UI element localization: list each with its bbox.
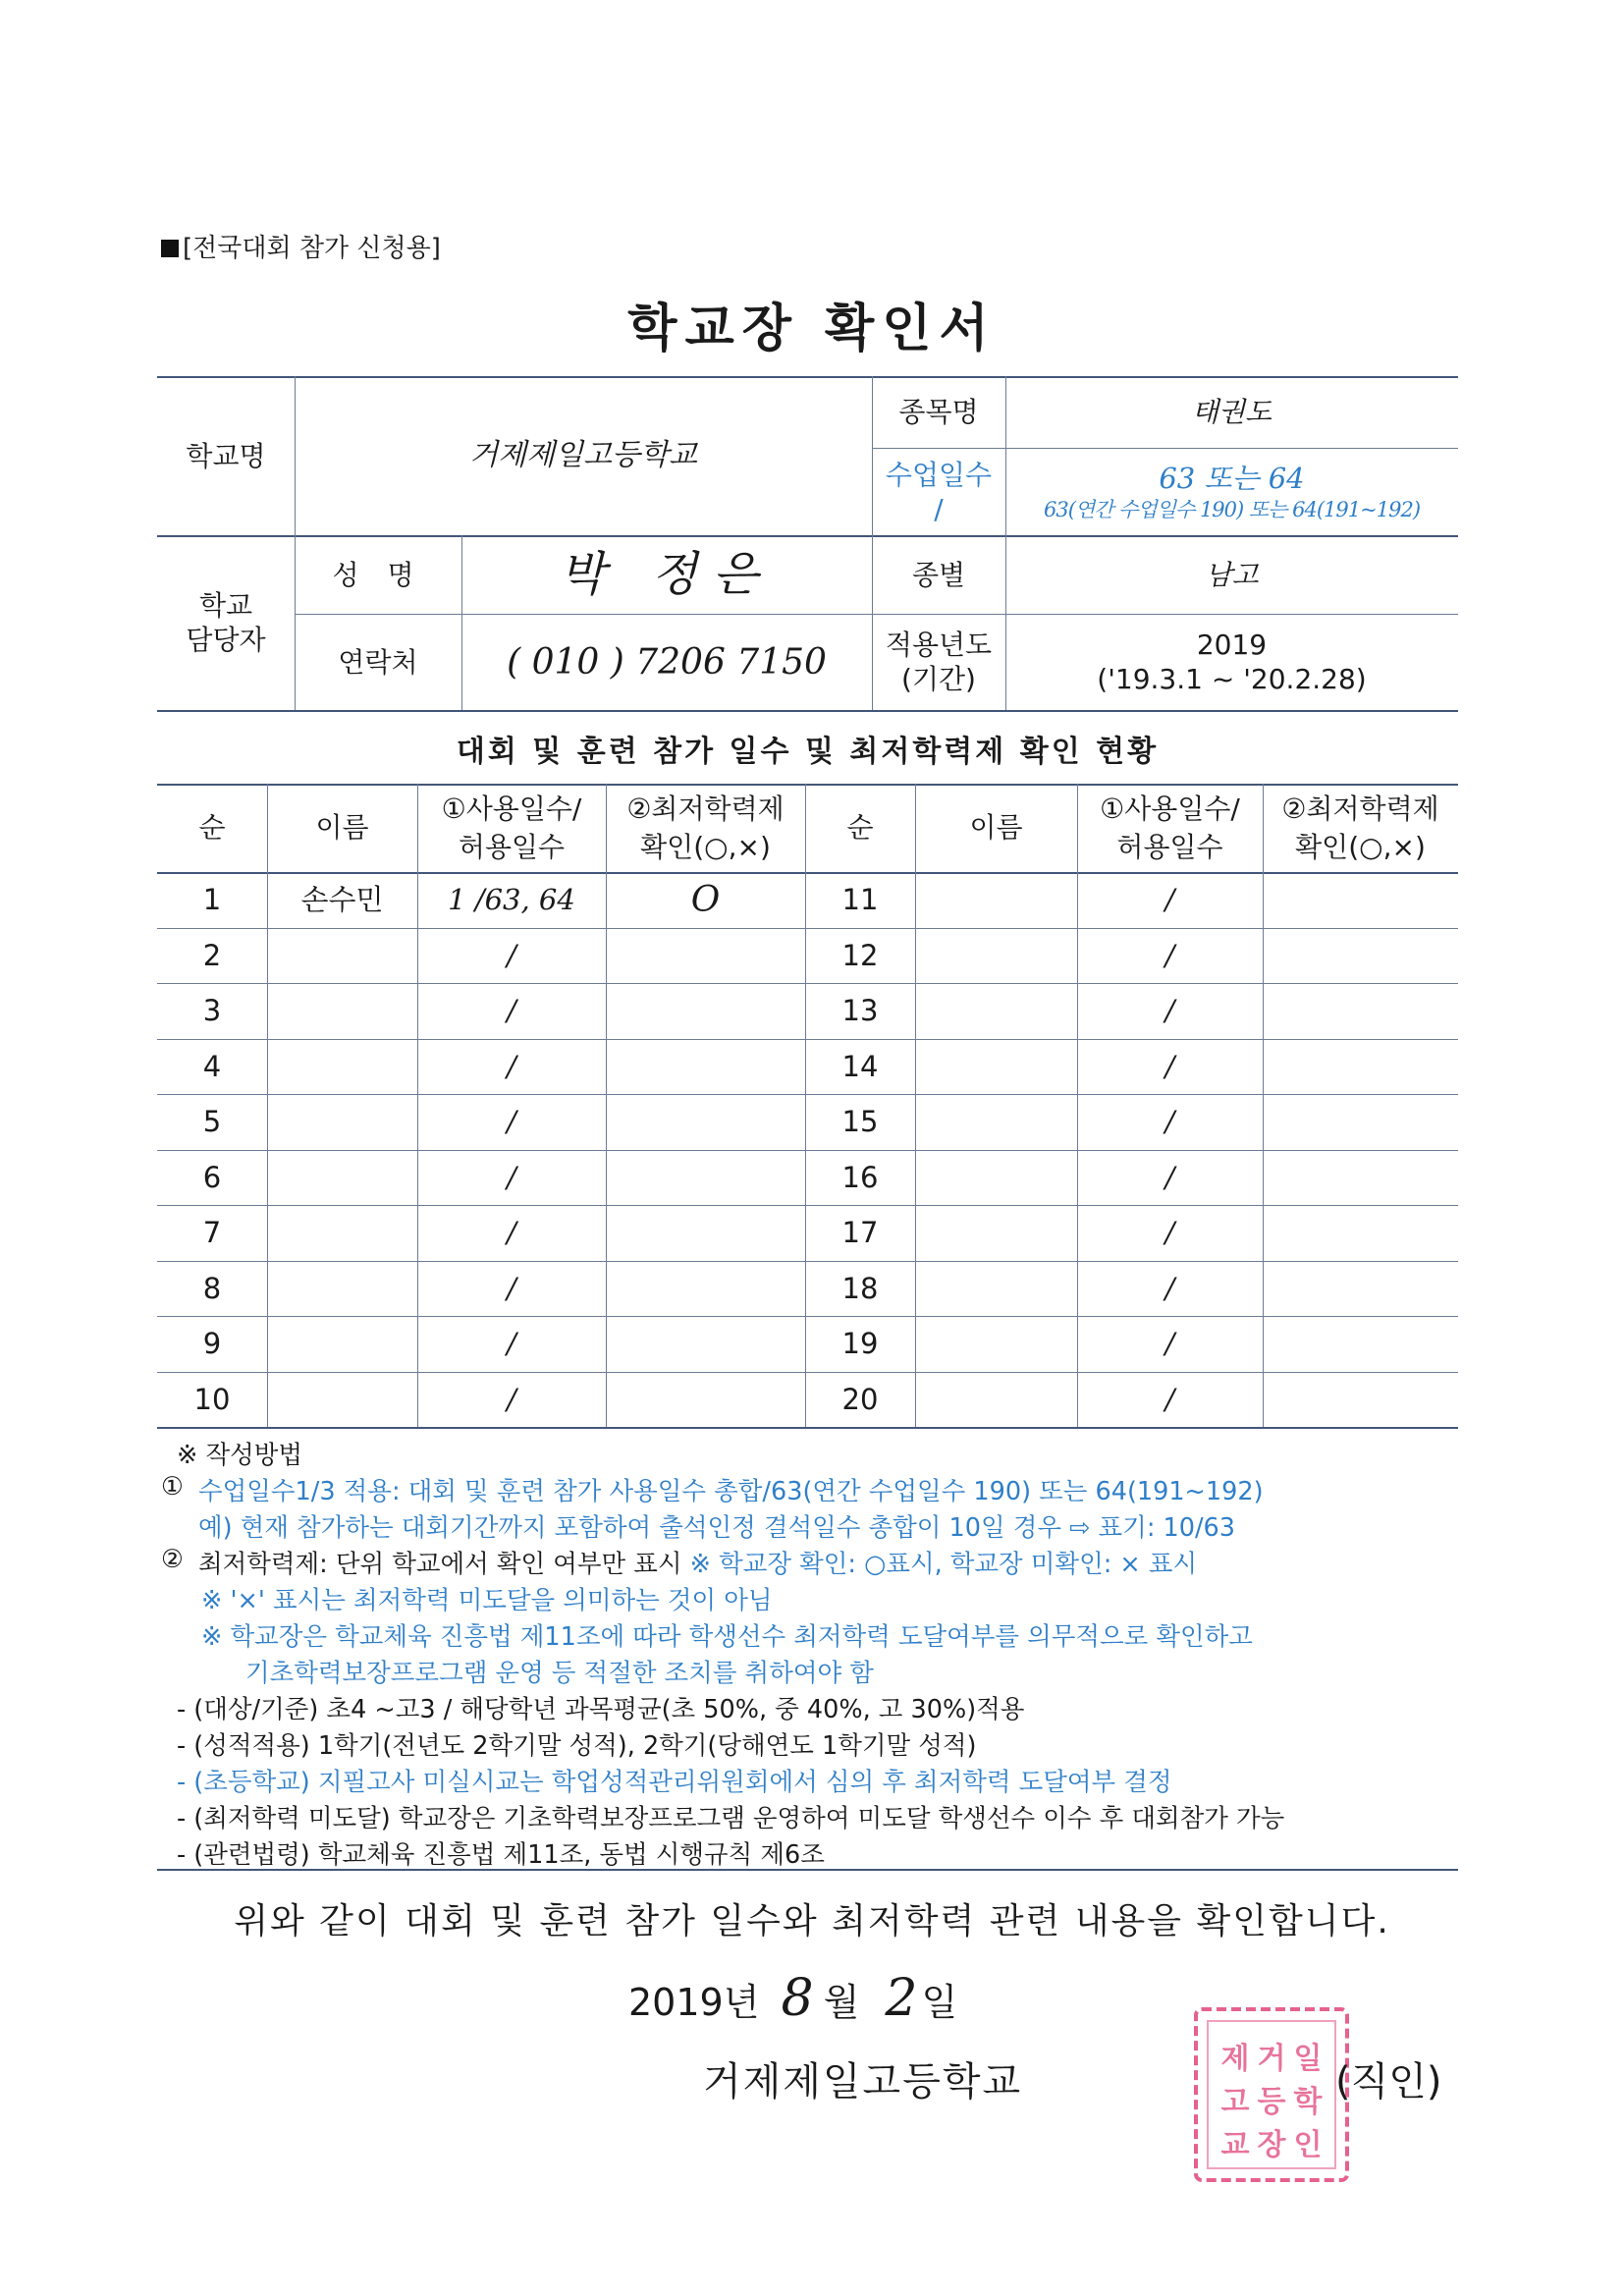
row-days-used: / — [1164, 1049, 1175, 1083]
sport-value: 태권도 — [1191, 396, 1272, 428]
header-no-line1: 순 — [198, 811, 226, 845]
row-min-academic-check — [606, 1372, 805, 1428]
year-value — [1005, 614, 1458, 710]
header-check-line2: 확인(○,×) — [640, 831, 771, 863]
row-number: 13 — [841, 994, 879, 1028]
row-number: 5 — [202, 1105, 222, 1139]
row-name — [915, 1094, 1077, 1150]
header-days-line2: 허용일수 — [1116, 831, 1223, 863]
row-min-academic-check — [606, 983, 805, 1039]
rule — [157, 1427, 1458, 1429]
header-no-line1: 순 — [846, 811, 874, 845]
notes-heading: ※ 작성방법 — [177, 1441, 303, 1470]
note1-number: ① — [161, 1472, 184, 1502]
header-days — [417, 784, 606, 872]
school-name-label: 학교명 — [186, 439, 266, 472]
row-name — [267, 1316, 417, 1372]
note2-line3: ※ 학교장은 학교체육 진흥법 제11조에 따라 학생선수 최저학력 도달여부를 의무적으로 확인하고 — [201, 1622, 1253, 1652]
row-days-used: 1 /63, 64 — [448, 883, 575, 917]
row-number: 19 — [841, 1327, 879, 1361]
row-min-academic-check — [1263, 1316, 1458, 1372]
header-check — [606, 784, 805, 872]
row-number: 12 — [841, 938, 879, 972]
date-line — [628, 1969, 957, 2028]
note2-line1 — [198, 1545, 1197, 1580]
row-days-used: / — [1164, 994, 1175, 1028]
header-days-line2: 허용일수 — [458, 831, 566, 863]
row-name — [267, 1205, 417, 1261]
date-month: 8 — [781, 1969, 814, 2028]
date-month-unit: 월 — [823, 1981, 860, 2024]
note1-line2: 예) 현재 참가하는 대회기간까지 포함하여 출석인정 결석일수 총합이 10일 경우 ⇨ 표기: 10/63 — [198, 1513, 1235, 1543]
sport-label: 종목명 — [898, 396, 979, 428]
bullet-not-reached: - (최저학력 미도달) 학교장은 기초학력보장프로그램 운영하여 미도달 학생선수 이수 후 대회참가 가능 — [177, 1804, 1285, 1833]
square-bullet-icon — [161, 240, 179, 257]
year-value-period: ('19.3.1 ~ '20.2.28) — [1097, 663, 1367, 695]
school-name-value: 거제제일고등학교 — [469, 438, 697, 473]
date-year: 2019년 — [628, 1981, 760, 2024]
row-days-used: / — [1164, 1105, 1175, 1139]
row-min-academic-check — [606, 928, 805, 984]
row-number: 4 — [202, 1049, 222, 1083]
svg-text:인: 인 — [1293, 2128, 1323, 2162]
row-name — [915, 1261, 1077, 1317]
row-name — [915, 928, 1077, 984]
manager-name-value: 박 정은 — [559, 547, 775, 602]
year-value-year: 2019 — [1196, 629, 1268, 661]
year-label-line2: (기간) — [901, 663, 976, 695]
row-days-used: / — [507, 1327, 516, 1361]
header-check — [1263, 784, 1458, 872]
header-name-line1: 이름 — [315, 811, 369, 845]
header-name — [267, 784, 417, 872]
class-days-label — [872, 448, 1005, 535]
row-min-academic-check — [1263, 1372, 1458, 1428]
manager-label — [157, 535, 295, 710]
row-number: 15 — [841, 1105, 879, 1139]
row-name — [267, 1372, 417, 1428]
note2-line4: 기초학력보장프로그램 운영 등 적절한 조치를 취하여야 함 — [245, 1659, 874, 1688]
header-check-line1: ②최저학력제 — [626, 792, 785, 825]
header-name — [915, 784, 1077, 872]
row-name — [267, 1094, 417, 1150]
class-days-label-line1: 수업일수 — [885, 458, 993, 491]
category-label: 종별 — [911, 558, 966, 591]
row-days-used: / — [507, 938, 516, 972]
row-name — [915, 1039, 1077, 1095]
form-type-label — [161, 228, 441, 264]
note2-number: ② — [161, 1545, 184, 1574]
row-number: 1 — [202, 883, 222, 917]
row-min-academic-check — [1263, 1039, 1458, 1095]
row-number: 14 — [841, 1049, 879, 1083]
contact-value: ( 010 ) 7206 7150 — [507, 641, 827, 683]
row-min-academic-check — [606, 1039, 805, 1095]
class-days-value-line1: 63 또는 64 — [1159, 462, 1305, 496]
row-number: 8 — [202, 1271, 222, 1305]
svg-text:제: 제 — [1220, 2042, 1250, 2076]
row-number: 16 — [841, 1160, 879, 1194]
row-name — [915, 1205, 1077, 1261]
row-days-used: / — [507, 1382, 516, 1416]
row-min-academic-check — [606, 1094, 805, 1150]
row-number: 20 — [841, 1382, 879, 1416]
document-title: 학교장 확인서 — [627, 300, 997, 358]
seal-note: (직인) — [1335, 2059, 1442, 2105]
class-days-label-line2: / — [934, 492, 944, 525]
row-days-used: / — [507, 1216, 516, 1250]
year-label — [872, 614, 1005, 710]
section-title: 대회 및 훈련 참가 일수 및 최저학력제 확인 현황 — [456, 735, 1160, 769]
signing-school: 거제제일고등학교 — [703, 2059, 1023, 2105]
svg-text:등: 등 — [1257, 2085, 1286, 2119]
row-days-used: / — [507, 1049, 516, 1083]
official-seal-stamp — [1188, 2001, 1355, 2188]
row-days-used: / — [1164, 1160, 1175, 1194]
row-number: 9 — [202, 1327, 222, 1361]
row-min-academic-check — [1263, 1150, 1458, 1206]
bullet-law: - (관련법령) 학교체육 진흥법 제11조, 동법 시행규칙 제6조 — [177, 1840, 825, 1870]
svg-text:거: 거 — [1257, 2042, 1286, 2076]
row-number: 6 — [202, 1160, 222, 1194]
svg-text:장: 장 — [1257, 2128, 1286, 2162]
header-check-line1: ②최저학력제 — [1281, 792, 1439, 825]
header-days — [1077, 784, 1263, 872]
row-min-academic-check — [606, 1205, 805, 1261]
header-no — [157, 784, 267, 872]
row-days-used: / — [1164, 883, 1175, 917]
row-number: 2 — [202, 938, 222, 972]
row-name: 손수민 — [300, 883, 384, 917]
confirmation-statement: 위와 같이 대회 및 훈련 참가 일수와 최저학력 관련 내용을 확인합니다. — [234, 1901, 1390, 1941]
row-min-academic-check — [1263, 872, 1458, 928]
header-no — [805, 784, 915, 872]
bullet-target: - (대상/기준) 초4 ~고3 / 해당학년 과목평균(초 50%, 중 40%, 고 30%)적용 — [177, 1695, 1025, 1724]
header-check-line2: 확인(○,×) — [1295, 831, 1426, 863]
row-days-used: / — [1164, 1216, 1175, 1250]
row-min-academic-check — [1263, 1094, 1458, 1150]
row-days-used: / — [507, 1160, 516, 1194]
row-name — [267, 1039, 417, 1095]
row-name — [267, 1150, 417, 1206]
row-number: 7 — [202, 1216, 222, 1250]
contact-label: 연락처 — [338, 645, 418, 679]
bullet-grades: - (성적적용) 1학기(전년도 2학기말 성적), 2학기(당해연도 1학기말 성적) — [177, 1731, 977, 1761]
manager-name-label: 성 명 — [332, 558, 424, 591]
bullet-elementary: - (초등학교) 지필고사 미실시교는 학업성적관리위원회에서 심의 후 최저학력 도달여부 결정 — [177, 1768, 1172, 1797]
svg-text:학: 학 — [1293, 2085, 1323, 2119]
header-days-line1: ①사용일수/ — [1100, 792, 1240, 825]
year-label-line1: 적용년도 — [885, 629, 993, 661]
header-days-line1: ①사용일수/ — [441, 792, 582, 825]
row-number: 11 — [841, 883, 879, 917]
rule — [157, 1869, 1458, 1871]
svg-text:일: 일 — [1293, 2042, 1323, 2076]
row-number: 10 — [193, 1382, 231, 1416]
row-name — [267, 928, 417, 984]
svg-text:고: 고 — [1220, 2085, 1250, 2119]
row-name — [915, 1372, 1077, 1428]
row-min-academic-check — [1263, 928, 1458, 984]
row-number: 17 — [841, 1216, 879, 1250]
form-type-text: [전국대회 참가 신청용] — [183, 234, 441, 263]
date-day-unit: 일 — [921, 1981, 958, 2024]
date-day: 2 — [885, 1969, 918, 2028]
row-min-academic-check — [1263, 1261, 1458, 1317]
note2-line1-text: 최저학력제: 단위 학교에서 확인 여부만 표시 — [198, 1550, 682, 1579]
row-name — [915, 983, 1077, 1039]
note2-line2: ※ '×' 표시는 최저학력 미도달을 의미하는 것이 아님 — [201, 1586, 773, 1615]
row-days-used: / — [1164, 938, 1175, 972]
row-name — [915, 1316, 1077, 1372]
row-number: 18 — [841, 1271, 879, 1305]
row-name — [267, 983, 417, 1039]
note1-line1: 수업일수1/3 적용: 대회 및 훈련 참가 사용일수 총합/63(연간 수업일수 190) 또는 64(191~192) — [198, 1477, 1264, 1506]
row-min-academic-check — [606, 1316, 805, 1372]
row-days-used: / — [1164, 1271, 1175, 1305]
row-min-academic-check — [606, 1261, 805, 1317]
row-days-used: / — [1164, 1327, 1175, 1361]
row-min-academic-check — [606, 1150, 805, 1206]
row-days-used: / — [507, 1105, 516, 1139]
row-min-academic-check: O — [690, 879, 721, 920]
row-days-used: / — [1164, 1382, 1175, 1416]
row-name — [915, 872, 1077, 928]
row-days-used: / — [507, 1271, 516, 1305]
class-days-value — [1005, 448, 1458, 535]
manager-label-line1: 학교 — [198, 589, 253, 622]
rule — [157, 710, 1458, 712]
manager-label-line2: 담당자 — [186, 624, 266, 656]
row-days-used: / — [507, 994, 516, 1028]
row-name — [915, 1150, 1077, 1206]
header-name-line1: 이름 — [969, 811, 1023, 845]
row-min-academic-check — [1263, 1205, 1458, 1261]
row-min-academic-check — [1263, 983, 1458, 1039]
class-days-value-line2: 63(연간 수업일수 190) 또는 64(191~192) — [1043, 497, 1421, 521]
category-value: 남고 — [1205, 558, 1259, 591]
svg-text:교: 교 — [1220, 2128, 1250, 2162]
row-number: 3 — [202, 994, 222, 1028]
note2-line1-blue: ※ 학교장 확인: ○표시, 학교장 미확인: × 표시 — [689, 1550, 1198, 1579]
row-name — [267, 1261, 417, 1317]
